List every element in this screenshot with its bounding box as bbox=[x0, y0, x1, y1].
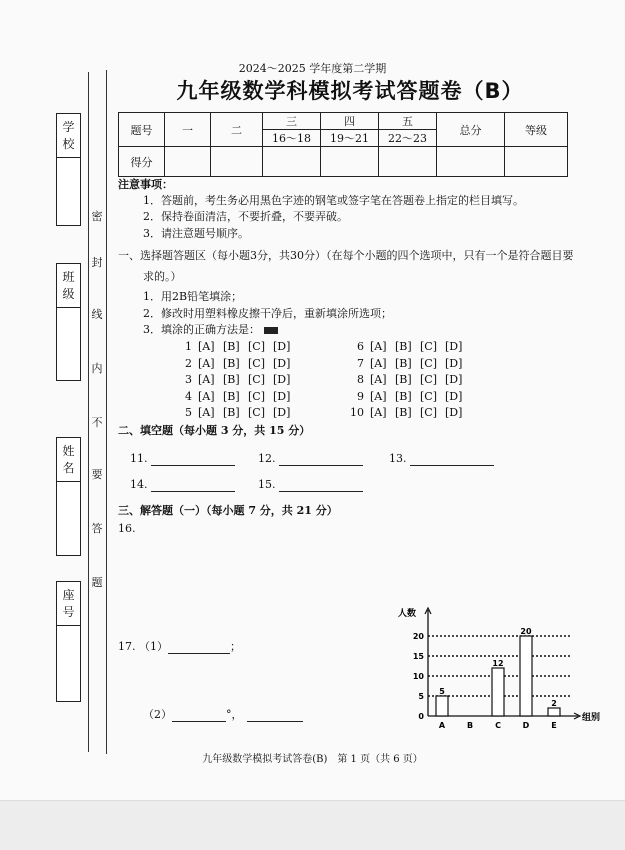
q14-answer-blank[interactable] bbox=[151, 480, 235, 492]
option-a[interactable]: [A] bbox=[198, 390, 215, 403]
bar-value-label: 5 bbox=[439, 687, 445, 696]
y-tick-label: 15 bbox=[412, 652, 424, 661]
seal-char: 内 bbox=[91, 362, 103, 375]
option-a[interactable]: [A] bbox=[370, 357, 387, 370]
seal-char: 线 bbox=[91, 308, 103, 321]
grade-label: 等级 bbox=[505, 113, 568, 147]
score-cell-1[interactable] bbox=[165, 147, 211, 177]
bar bbox=[548, 708, 560, 716]
x-tick-label: C bbox=[495, 721, 501, 730]
choice-row bbox=[346, 406, 470, 420]
option-a[interactable]: [A] bbox=[198, 340, 215, 353]
note-item: 1．答题前，考生务必用黑色字迹的钢笔或签字笔在答题卷上指定的栏目填写。 bbox=[143, 194, 524, 207]
seal-char: 密 bbox=[91, 210, 103, 223]
range-5: 22～23 bbox=[379, 130, 437, 147]
choice-row bbox=[346, 340, 470, 354]
y-tick-label: 10 bbox=[412, 672, 424, 681]
section1-rule: 1．用2B铅笔填涂； bbox=[143, 290, 243, 303]
option-a[interactable]: [A] bbox=[198, 373, 215, 386]
choice-row bbox=[346, 373, 470, 387]
q11-number: 11. bbox=[130, 452, 148, 465]
option-d[interactable]: [D] bbox=[445, 340, 463, 353]
seat-label-char2: 号 bbox=[62, 604, 75, 619]
option-d[interactable]: [D] bbox=[273, 373, 291, 386]
question-number: 8 bbox=[357, 373, 364, 386]
seal-char: 封 bbox=[91, 256, 103, 269]
choice-row bbox=[174, 406, 298, 420]
option-d[interactable]: [D] bbox=[273, 357, 291, 370]
section3-heading: 三、解答题（一）（每小题 7 分，共 21 分） bbox=[118, 504, 338, 517]
option-b[interactable]: [B] bbox=[395, 357, 412, 370]
option-a[interactable]: [A] bbox=[198, 406, 215, 419]
q17-part2-blank-2[interactable] bbox=[247, 710, 303, 722]
score-table bbox=[118, 112, 568, 177]
question-number: 9 bbox=[357, 390, 364, 403]
school-field[interactable] bbox=[56, 113, 81, 226]
score-cell-total[interactable] bbox=[437, 147, 505, 177]
option-b[interactable]: [B] bbox=[223, 357, 240, 370]
question-number: 3 bbox=[185, 373, 192, 386]
q15-number: 15. bbox=[258, 478, 276, 491]
option-c[interactable]: [C] bbox=[248, 390, 265, 403]
seal-line-left bbox=[88, 72, 89, 752]
option-d[interactable]: [D] bbox=[445, 357, 463, 370]
option-c[interactable]: [C] bbox=[420, 357, 437, 370]
option-d[interactable]: [D] bbox=[273, 340, 291, 353]
option-c[interactable]: [C] bbox=[248, 406, 265, 419]
option-d[interactable]: [D] bbox=[445, 390, 463, 403]
page-footer: 九年级数学模拟考试答卷(B) 第 1 页（共 6 页） bbox=[202, 754, 423, 765]
option-b[interactable]: [B] bbox=[395, 373, 412, 386]
question-number: 4 bbox=[185, 390, 192, 403]
option-c[interactable]: [C] bbox=[248, 373, 265, 386]
class-label bbox=[57, 264, 80, 308]
q16-number: 16. bbox=[118, 522, 136, 535]
fill-method-text: 3．填涂的正确方法是： bbox=[143, 323, 260, 336]
choice-row bbox=[346, 357, 470, 371]
score-cell-4[interactable] bbox=[321, 147, 379, 177]
option-b[interactable]: [B] bbox=[395, 390, 412, 403]
seal-char: 答 bbox=[91, 522, 103, 535]
option-b[interactable]: [B] bbox=[223, 373, 240, 386]
option-d[interactable]: [D] bbox=[273, 390, 291, 403]
x-tick-label: E bbox=[551, 721, 557, 730]
question-number: 1 bbox=[185, 340, 192, 353]
option-d[interactable]: [D] bbox=[273, 406, 291, 419]
viewer-background bbox=[0, 800, 625, 850]
y-tick-label: 5 bbox=[418, 692, 424, 701]
q11-row bbox=[130, 452, 235, 466]
q12-row bbox=[258, 452, 363, 466]
option-b[interactable]: [B] bbox=[223, 340, 240, 353]
range-3: 16～18 bbox=[263, 130, 321, 147]
option-a[interactable]: [A] bbox=[198, 357, 215, 370]
q13-number: 13. bbox=[389, 452, 407, 465]
y-axis-label: 人数 bbox=[398, 609, 417, 619]
seat-label-char1: 座 bbox=[62, 587, 75, 602]
option-c[interactable]: [C] bbox=[420, 340, 437, 353]
name-label bbox=[57, 438, 80, 482]
seat-label bbox=[57, 582, 80, 626]
question-no-label: 题号 bbox=[119, 113, 165, 147]
option-c[interactable]: [C] bbox=[420, 373, 437, 386]
score-cell-3[interactable] bbox=[263, 147, 321, 177]
semester-label: 2024～2025 学年度第二学期 bbox=[238, 62, 387, 75]
section1-rule bbox=[143, 323, 278, 337]
q14-number: 14. bbox=[130, 478, 148, 491]
choice-row bbox=[174, 390, 298, 404]
q11-answer-blank[interactable] bbox=[151, 454, 235, 466]
name-label-char2: 名 bbox=[62, 460, 75, 475]
q17-part2-row bbox=[143, 708, 303, 722]
q13-row bbox=[389, 452, 494, 466]
option-d[interactable]: [D] bbox=[445, 373, 463, 386]
option-d[interactable]: [D] bbox=[445, 406, 463, 419]
option-a[interactable]: [A] bbox=[370, 406, 387, 419]
x-tick-label: B bbox=[466, 721, 474, 730]
option-b[interactable]: [B] bbox=[395, 340, 412, 353]
page-title: 九年级数学科模拟考试答题卷（B） bbox=[176, 79, 524, 103]
class-label-char1: 班 bbox=[62, 269, 75, 284]
note-item: 3．请注意题号顺序。 bbox=[143, 227, 249, 240]
choice-row bbox=[174, 373, 298, 387]
q12-number: 12. bbox=[258, 452, 276, 465]
choice-row bbox=[174, 357, 298, 371]
score-cell-5[interactable] bbox=[379, 147, 437, 177]
seal-char: 题 bbox=[91, 576, 103, 589]
option-c[interactable]: [C] bbox=[248, 340, 265, 353]
notes-title: 注意事项： bbox=[118, 178, 173, 191]
option-c[interactable]: [C] bbox=[420, 406, 437, 419]
q17-row bbox=[118, 640, 241, 654]
seal-line-right bbox=[106, 70, 107, 754]
q17-number: 17. bbox=[118, 640, 136, 653]
x-tick-label: A bbox=[438, 721, 446, 730]
choice-row bbox=[346, 390, 470, 404]
option-a[interactable]: [A] bbox=[370, 390, 387, 403]
option-b[interactable]: [B] bbox=[223, 406, 240, 419]
question-number: 6 bbox=[357, 340, 364, 353]
x-tick-label: D bbox=[522, 721, 530, 730]
class-label-char2: 级 bbox=[62, 286, 75, 301]
school-label bbox=[57, 114, 80, 158]
q12-answer-blank[interactable] bbox=[279, 454, 363, 466]
section2-heading: 二、填空题（每小题 3 分，共 15 分） bbox=[118, 424, 311, 437]
range-4: 19～21 bbox=[321, 130, 379, 147]
seal-char: 不 bbox=[91, 416, 103, 429]
q15-answer-blank[interactable] bbox=[279, 480, 363, 492]
bar bbox=[492, 668, 504, 716]
option-b[interactable]: [B] bbox=[223, 390, 240, 403]
q17-part2-label: （2） bbox=[143, 708, 172, 721]
option-b[interactable]: [B] bbox=[395, 406, 412, 419]
y-tick-label: 0 bbox=[418, 712, 424, 721]
question-number: 7 bbox=[357, 357, 364, 370]
filled-mark-sample bbox=[264, 327, 278, 334]
school-label-char2: 校 bbox=[62, 136, 75, 151]
x-axis-label: 组别 bbox=[582, 713, 601, 723]
col-header-5: 五 bbox=[379, 113, 437, 130]
q17-part1-end: ； bbox=[230, 640, 241, 653]
bar-value-label: 2 bbox=[551, 699, 557, 708]
q15-row bbox=[258, 478, 363, 492]
option-a[interactable]: [A] bbox=[370, 340, 387, 353]
bar-value-label: 12 bbox=[492, 659, 504, 668]
group-count-bar-chart bbox=[390, 604, 601, 734]
seat-field[interactable] bbox=[56, 581, 81, 702]
q17-part1-label: （1） bbox=[139, 640, 168, 653]
question-number: 5 bbox=[185, 406, 192, 419]
class-field[interactable] bbox=[56, 263, 81, 381]
bar bbox=[520, 636, 532, 716]
q17-part2-blank-angle[interactable] bbox=[172, 710, 226, 722]
total-label: 总分 bbox=[437, 113, 505, 147]
seal-char: 要 bbox=[91, 468, 103, 481]
question-number: 2 bbox=[185, 357, 192, 370]
score-label: 得分 bbox=[119, 147, 165, 177]
q17-part1-blank[interactable] bbox=[168, 642, 230, 654]
section1-heading: 一、选择题答题区（每小题3分，共30分）（在每个小题的四个选项中，只有一个是符合题目要 bbox=[118, 249, 574, 262]
col-header-3: 三 bbox=[263, 113, 321, 130]
col-header-1: 一 bbox=[165, 113, 211, 147]
name-label-char1: 姓 bbox=[62, 443, 75, 458]
score-cell-2[interactable] bbox=[211, 147, 263, 177]
option-c[interactable]: [C] bbox=[248, 357, 265, 370]
col-header-2: 二 bbox=[211, 113, 263, 147]
bar bbox=[436, 696, 448, 716]
option-c[interactable]: [C] bbox=[420, 390, 437, 403]
q14-row bbox=[130, 478, 235, 492]
bar-value-label: 20 bbox=[520, 627, 532, 636]
choice-row bbox=[174, 340, 298, 354]
school-label-char1: 学 bbox=[62, 119, 75, 134]
question-number: 10 bbox=[350, 406, 364, 419]
col-header-4: 四 bbox=[321, 113, 379, 130]
section1-rule: 2．修改时用塑料橡皮擦干净后，重新填涂所选项； bbox=[143, 307, 392, 320]
y-tick-label: 20 bbox=[412, 632, 424, 641]
name-field[interactable] bbox=[56, 437, 81, 556]
q13-answer-blank[interactable] bbox=[410, 454, 494, 466]
score-cell-grade[interactable] bbox=[505, 147, 568, 177]
note-item: 2．保持卷面清洁，不要折叠，不要弄破。 bbox=[143, 210, 348, 223]
section1-heading-cont: 求的。） bbox=[143, 270, 182, 283]
q17-part2-degree: °， bbox=[226, 708, 243, 721]
option-a[interactable]: [A] bbox=[370, 373, 387, 386]
